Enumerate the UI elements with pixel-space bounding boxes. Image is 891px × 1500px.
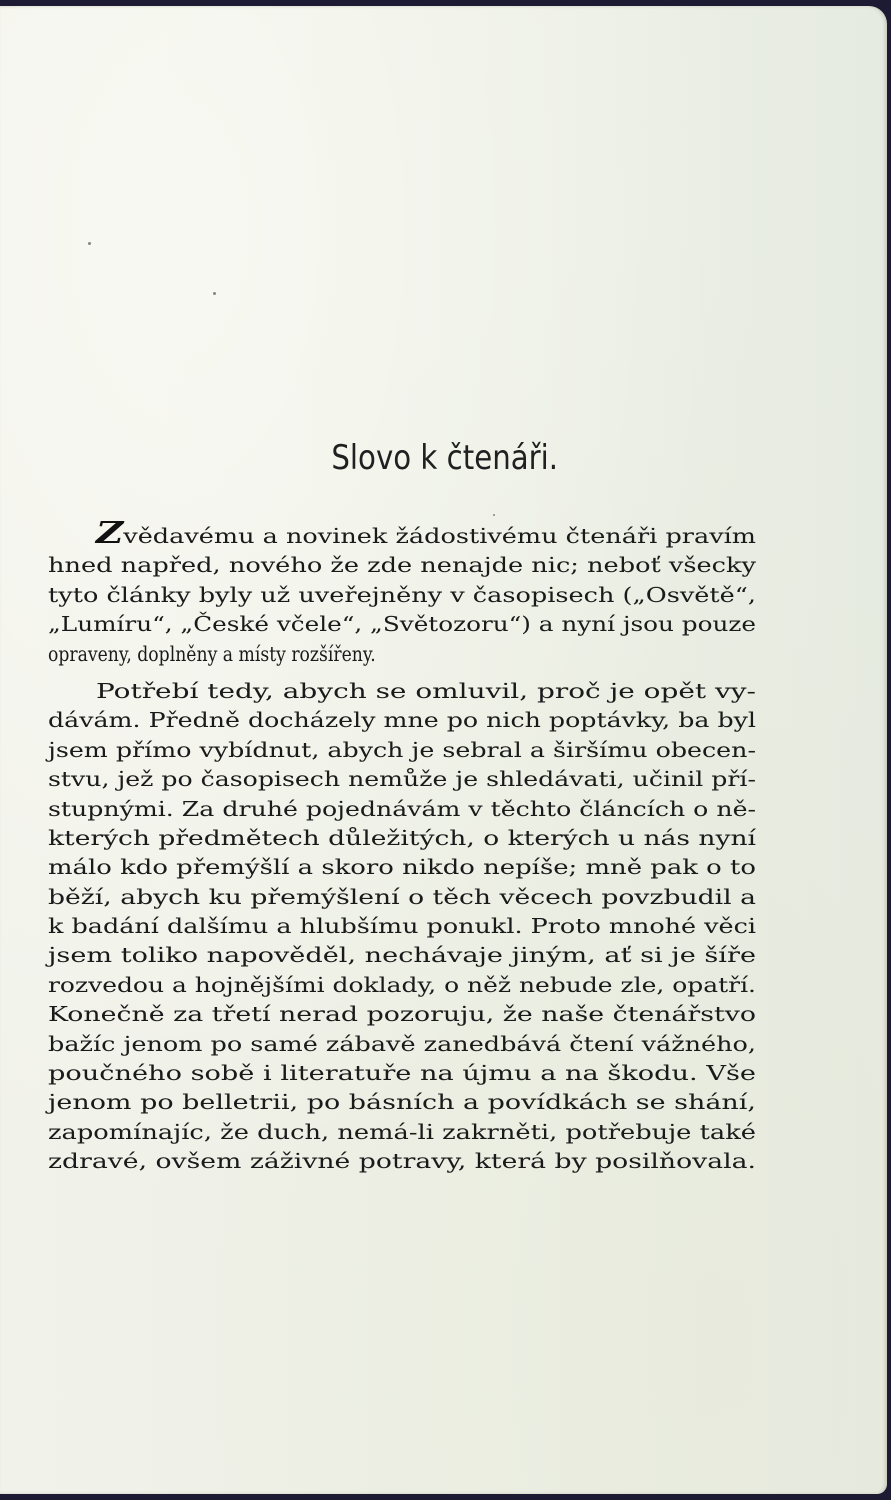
text-line: poučného sobě i literatuře na újmu a na škodu. Vše [48, 1061, 756, 1086]
text-line: dávám. Předně docházely mne po nich poptávky, ba byl [48, 708, 756, 733]
text-line: „Lumíru“, „České včele“, „Světozoru“) a nyní jsou pouze [48, 612, 756, 637]
text-line: k badání dalšímu a hlubšímu ponukl. Proto mnohé věci [48, 914, 756, 939]
text-line: Konečně za třetí nerad pozoruju, že naše čtenářstvo [48, 1002, 756, 1027]
text-line: jenom po belletrii, po básních a povídkách se shání, [48, 1090, 756, 1115]
page-title: Slovo k čtenáři. [331, 438, 559, 478]
body-text [48, 516, 756, 1177]
text-line: kterých předmětech důležitých, o kterých u nás nyní [48, 825, 756, 850]
text-line: bažíc jenom po samé zábavě zanedbává čtení vážného, [48, 1031, 756, 1056]
drop-cap: Z [95, 516, 124, 551]
ink-speck [493, 514, 495, 516]
text-line: rozvedou a hojnějšími doklady, o něž nebude zle, opatří. [48, 972, 756, 997]
text-line: jsem toliko napověděl, nechávaje jiným, ať si je šíře [48, 943, 756, 968]
text-line: opraveny, doplněny a místy rozšířeny. [48, 641, 376, 666]
ink-speck [88, 242, 91, 245]
text-line: zapomínajíc, že duch, nemá-li zakrněti, potřebuje také [48, 1119, 756, 1144]
paragraph-1 [48, 516, 756, 669]
text-line: tyto články byly už uveřejněny v časopisech („Osvětě“, [48, 582, 756, 607]
paragraph-gap [48, 669, 756, 677]
text-line: zdravé, ovšem záživné potravy, která by posilňovala. [48, 1149, 756, 1174]
text-line: Potřebí tedy, abych se omluvil, proč je opět vy- [95, 678, 756, 703]
text-line: jsem přímo vybídnut, abych je sebral a širšímu obecen- [48, 737, 756, 762]
text-line: stupnými. Za druhé pojednávám v těchto článcích o ně- [48, 796, 756, 821]
text-line: málo kdo přemýšlí a skoro nikdo nepíše; mně pak o to [48, 855, 756, 880]
text-line: stvu, jež po časopisech nemůže je shledávati, učinil pří- [48, 767, 756, 792]
text-line [48, 516, 756, 551]
ink-speck [213, 292, 216, 295]
text-line: hned napřed, nového že zde nenajde nic; neboť všecky [48, 553, 756, 578]
paragraph-2 [48, 677, 756, 1177]
text-line-content: vědavému a novinek žádostivému čtenáři pravím [123, 524, 756, 548]
text-line: běží, abych ku přemýšlení o těch věcech povzbudil a [48, 884, 756, 909]
